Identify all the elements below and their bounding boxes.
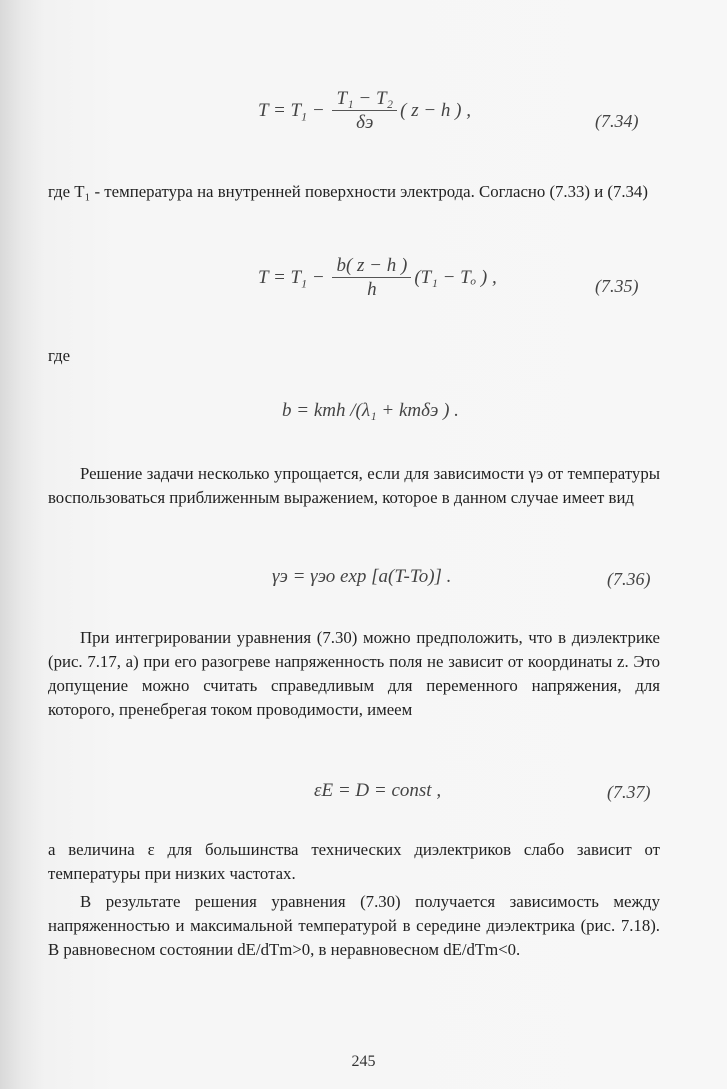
fraction-denominator: δэ <box>356 112 374 133</box>
equation-minus: − <box>307 266 330 288</box>
paragraph-1: где T₁ - температура на внутренней поверхности электрода. Согласно (7.33) и (7.34) <box>48 182 648 201</box>
fraction <box>332 255 411 302</box>
equation-7-37: εE = D = const , <box>314 780 442 801</box>
fraction <box>332 88 397 135</box>
equation-lhs: T = T <box>258 99 302 121</box>
equation-7-34 <box>258 88 471 135</box>
equation-number-7-34: (7.34) <box>595 111 639 131</box>
subscript: 1 <box>301 276 308 291</box>
equation-rest: (T₁ − Tₒ ) , <box>414 266 497 288</box>
equation-rest: ( z − h ) , <box>400 99 471 121</box>
equation-b: b = kтh /(λ₁ + kтδэ ) . <box>282 400 459 421</box>
paragraph-5: а величина ε для большинства технических диэлектриков слабо зависит от температуры при низких частотах. <box>48 840 660 883</box>
paragraph-4 <box>48 626 660 722</box>
fraction-numerator: b( z − h ) <box>332 255 411 278</box>
equation-7-35 <box>258 255 497 302</box>
paragraph-4-text: При интегрировании уравнения (7.30) можно предположить, что в диэлектрике (рис. 7.17, а) при его разогреве напряженность поля не зависит от координаты z. Это допущение можно считать справедливым для переменного напряжения, для которого, пренебрегая током проводимости, имеем <box>48 628 660 719</box>
equation-minus: − <box>307 99 330 121</box>
subscript: 1 <box>301 109 308 124</box>
paragraph-6-text: В результате решения уравнения (7.30) получается зависимость между напряженностью и максимальной температурой в середине диэлектрика (рис. 7.18). В равновесном состоянии dE/dTm>0, в неравновесном dE/dTm<0. <box>48 892 660 959</box>
fraction-numerator: T₁ − T₂ <box>332 88 397 111</box>
fraction-denominator: h <box>367 279 377 300</box>
equation-7-36: γэ = γэо exp [a(T-To)] . <box>272 566 452 587</box>
paragraph-3 <box>48 462 660 510</box>
equation-lhs: T = T <box>258 266 302 288</box>
equation-number-7-36: (7.36) <box>607 569 651 589</box>
equation-number-7-35: (7.35) <box>595 276 639 296</box>
page-number: 245 <box>351 1053 376 1070</box>
paragraph-6 <box>48 890 660 962</box>
paragraph-3-text: Решение задачи несколько упрощается, если для зависимости γэ от температуры воспользоваться приближенным выражением, которое в данном случае имеет вид <box>48 464 660 507</box>
equation-number-7-37: (7.37) <box>607 782 651 802</box>
paragraph-2: где <box>48 346 71 365</box>
